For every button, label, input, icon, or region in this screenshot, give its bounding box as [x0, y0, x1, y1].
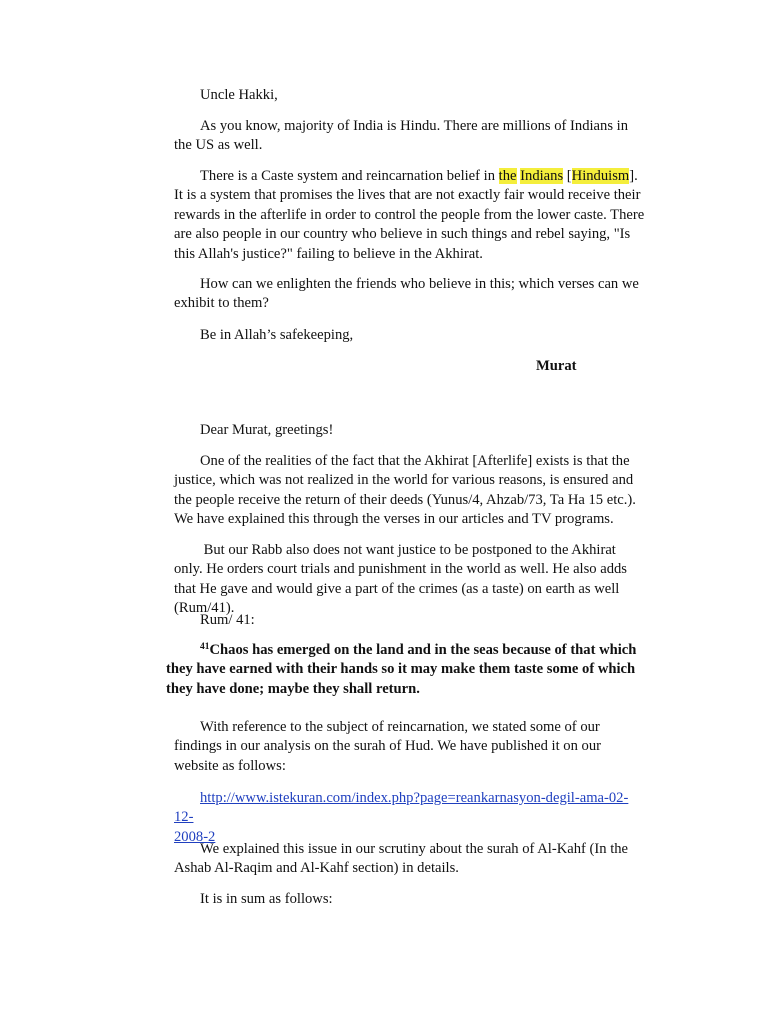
letter-signature: Murat	[536, 358, 577, 374]
reply-paragraph-2: But our Rabb also does not want justice to be postponed to the Akhirat only. He orders court trials and punishment in the world as well. He also adds that He gave and would give a part of the crimes (as a taste) on earth as well (Rum/41).	[174, 542, 627, 617]
highlight-the: the	[498, 168, 517, 184]
website-link[interactable]	[174, 789, 646, 847]
verse-quote: $^{41}$Chaos has emerged on the land and in the seas because of that which they have earned with their hands so it may make them taste some of which they have done; maybe they shall return.	[166, 642, 637, 697]
letter-paragraph-3: How can we enlighten the friends who believe in this; which verses can we exhibit to them?	[174, 276, 639, 312]
reply-paragraph-5: It is in sum as follows:	[200, 891, 333, 907]
highlight-hinduism: Hinduism	[571, 168, 630, 184]
verse-reference: Rum/ 41:	[200, 612, 255, 628]
reply-paragraph-4: We explained this issue in our scrutiny about the surah of Al-Kahf (In the Ashab Al-Raqim and Al-Kahf section) in details.	[174, 841, 629, 877]
highlight-indians: Indians	[520, 168, 564, 184]
reply-paragraph-3: With reference to the subject of reincarnation, we stated some of our findings in our analysis on the surah of Hud. We have published it on our website as follows:	[174, 719, 601, 774]
verse-number: 41	[200, 642, 210, 652]
reply-greeting: Dear Murat, greetings!	[200, 422, 334, 438]
letter-paragraph-2: There is a Caste system and reincarnation belief in the Indians [Hinduism]. It is a system that promises the lives that are not exactly fair would receive their rewards in the afterlife in order to control the people from the lower caste. There are also people in our country who believe in such things and rebel saying, "Is this Allah's justice?" failing to believe in the Akhirat.	[174, 168, 645, 262]
letter-salutation: Uncle Hakki,	[200, 87, 278, 103]
istekuran-link-line-2[interactable]: 2008-2	[174, 828, 216, 845]
reply-paragraph-1: One of the realities of the fact that the Akhirat [Afterlife] exists is that the justice, which was not realized in the world for various reasons, is ensured and the people receive the return of their deeds (Yunus/4, Ahzab/73, Ta Ha 15 etc.). We have explained this through the verses in our articles and TV programs.	[174, 453, 636, 528]
letter-paragraph-1: As you know, majority of India is Hindu. There are millions of Indians in the US as well.	[174, 118, 629, 154]
istekuran-link-line-1[interactable]: http://www.istekuran.com/index.php?page=reankarnasyon-degil-ama-02-12-	[174, 790, 629, 826]
letter-closing: Be in Allah’s safekeeping,	[200, 327, 354, 343]
